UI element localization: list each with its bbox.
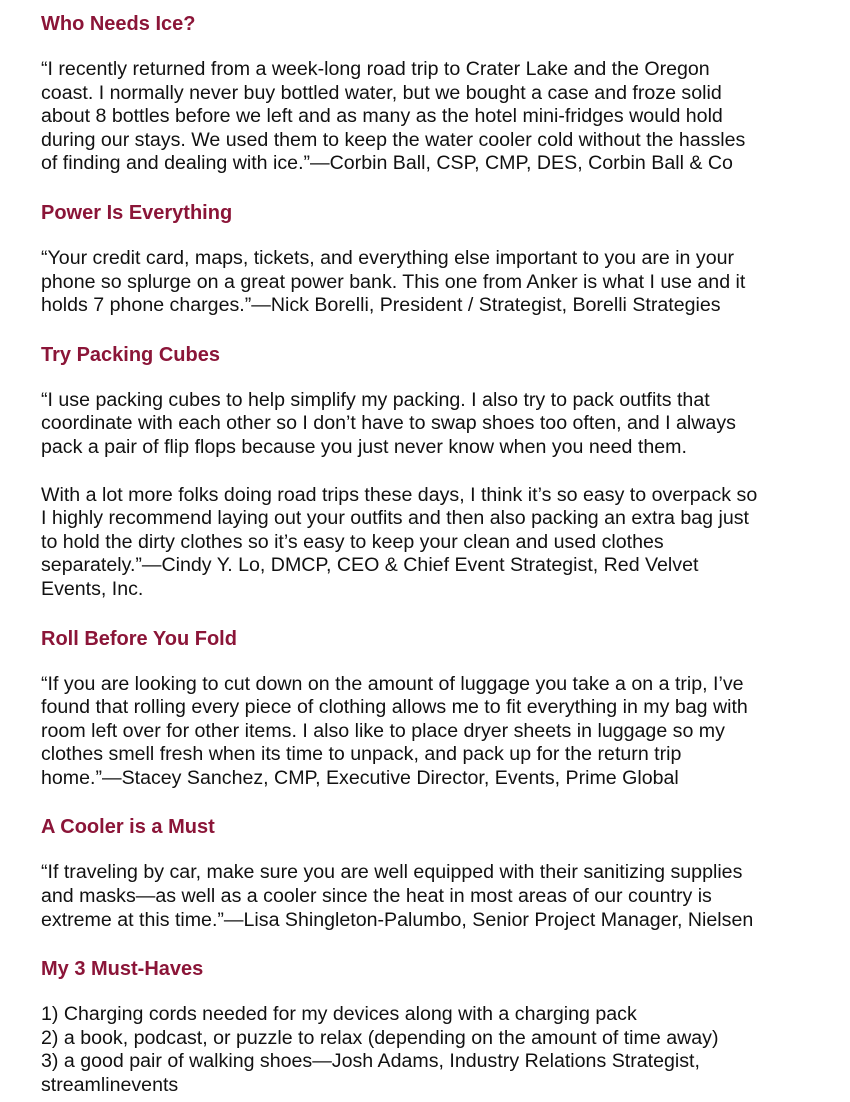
section-heading: My 3 Must-Haves bbox=[41, 958, 204, 981]
text-line: holds 7 phone charges.”—Nick Borelli, President / Strategist, Borelli Strategies bbox=[41, 294, 721, 317]
text-line: “If traveling by car, make sure you are well equipped with their sanitizing supplies bbox=[41, 861, 743, 884]
section-heading: Who Needs Ice? bbox=[41, 13, 196, 35]
section-heading: A Cooler is a Must bbox=[41, 816, 215, 839]
text-line: room left over for other items. I also like to place dryer sheets in luggage so my bbox=[41, 719, 725, 742]
list-item: 1) Charging cords needed for my devices along with a charging pack bbox=[41, 1003, 637, 1026]
section-power-is-everything bbox=[41, 200, 830, 318]
section-a-cooler-is-a-must bbox=[41, 814, 830, 932]
text-line: about 8 bottles before we left and as many as the hotel mini-fridges would hold bbox=[41, 105, 723, 128]
section-heading: Roll Before You Fold bbox=[41, 627, 237, 650]
list-paragraph bbox=[41, 1003, 830, 1097]
list-item: 2) a book, podcast, or puzzle to relax (depending on the amount of time away) bbox=[41, 1026, 719, 1049]
quote-paragraph bbox=[41, 58, 830, 176]
text-line: separately.”—Cindy Y. Lo, DMCP, CEO & Chief Event Strategist, Red Velvet bbox=[41, 554, 699, 577]
text-line: extreme at this time.”—Lisa Shingleton-Palumbo, Senior Project Manager, Nielsen bbox=[41, 908, 754, 931]
text-line: and masks—as well as a cooler since the heat in most areas of our country is bbox=[41, 885, 712, 908]
section-heading: Try Packing Cubes bbox=[41, 343, 220, 366]
section-heading: Power Is Everything bbox=[41, 201, 233, 224]
text-line: “Your credit card, maps, tickets, and everything else important to you are in your bbox=[41, 246, 735, 269]
text-line: “If you are looking to cut down on the amount of luggage you take a on a trip, I’ve bbox=[41, 672, 744, 695]
text-line: found that rolling every piece of clothing allows me to fit everything in my bag with bbox=[41, 696, 748, 719]
section-try-packing-cubes bbox=[41, 342, 830, 602]
section-my-3-must-haves bbox=[41, 956, 830, 1097]
text-line: streamlinevents bbox=[41, 1074, 179, 1097]
text-line: I highly recommend laying out your outfits and then also packing an extra bag just bbox=[41, 507, 749, 530]
text-line: phone so splurge on a great power bank. This one from Anker is what I use and it bbox=[41, 270, 746, 293]
text-line: clothes smell fresh when its time to unpack, and pack up for the return trip bbox=[41, 743, 682, 766]
text-line: pack a pair of flip flops because you just never know when you need them. bbox=[41, 435, 687, 458]
section-roll-before-you-fold bbox=[41, 626, 830, 791]
quote-paragraph bbox=[41, 673, 830, 791]
list-item: 3) a good pair of walking shoes—Josh Adams, Industry Relations Strategist, bbox=[41, 1050, 700, 1073]
quote-paragraph bbox=[41, 247, 830, 318]
text-line: “I recently returned from a week-long road trip to Crater Lake and the Oregon bbox=[41, 58, 710, 80]
text-line: With a lot more folks doing road trips these days, I think it’s so easy to overpack so bbox=[41, 483, 758, 506]
text-line: Events, Inc. bbox=[41, 577, 144, 600]
text-line: coast. I normally never buy bottled water, but we bought a case and froze solid bbox=[41, 81, 722, 104]
section-who-needs-ice bbox=[41, 11, 830, 176]
text-line: of finding and dealing with ice.”—Corbin Ball, CSP, CMP, DES, Corbin Ball & Co bbox=[41, 152, 733, 175]
text-line: to hold the dirty clothes so it’s easy to keep your clean and used clothes bbox=[41, 530, 664, 553]
text-line: home.”—Stacey Sanchez, CMP, Executive Director, Events, Prime Global bbox=[41, 766, 679, 789]
quote-paragraph bbox=[41, 389, 830, 460]
text-line: coordinate with each other so I don’t have to swap shoes too often, and I always bbox=[41, 412, 736, 435]
text-line: “I use packing cubes to help simplify my packing. I also try to pack outfits that bbox=[41, 388, 710, 411]
text-line: during our stays. We used them to keep the water cooler cold without the hassles bbox=[41, 128, 746, 151]
quote-paragraph bbox=[41, 484, 830, 602]
quote-paragraph bbox=[41, 861, 830, 932]
